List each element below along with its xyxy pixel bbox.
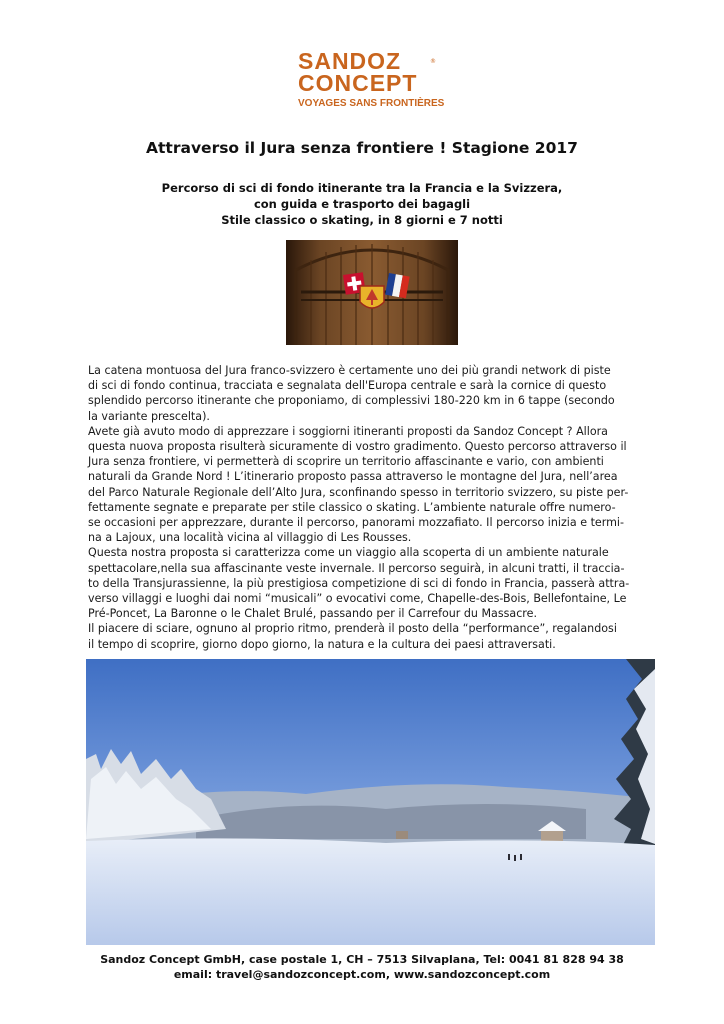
body-line: Avete già avuto modo di apprezzare i soggiorni itineranti proposti da Sandoz Concept ? Allora <box>88 424 608 438</box>
body-line: se occasioni per apprezzare, durante il percorso, panorami mozzafiato. Il percorso inizia e termi- <box>88 516 624 530</box>
body-line: Jura senza frontiere, vi permetterà di scoprire un territorio affascinante e vario, con ambienti <box>88 455 604 469</box>
body-line: spettacolare,nella sua affascinante veste invernale. Il percorso seguirà, in alcuni tratti, il traccia- <box>88 561 625 575</box>
body-text <box>88 363 636 652</box>
body-line: Questa nostra proposta si caratterizza come un viaggio alla scoperta di un ambiente naturale <box>88 546 609 560</box>
jura-shield-icon <box>360 286 384 308</box>
french-flag-icon <box>385 273 410 298</box>
body-line: Il piacere di sciare, ognuno al proprio ritmo, prenderà il posto della “performance”, regalandosi <box>88 622 617 636</box>
subtitle-line: Percorso di sci di fondo itinerante tra la Francia e la Svizzera, <box>161 181 563 195</box>
footer-address: Sandoz Concept GmbH, case postale 1, CH – 7513 Silvaplana, Tel: 0041 81 828 94 38 <box>100 953 624 966</box>
body-line: fettamente segnate e preparate per stile classico o skating. L’ambiente naturale offre numero- <box>88 500 616 514</box>
body-line: verso villaggi e luoghi dai nomi “musicali” o evocativi come, Chapelle-des-Bois, Bellefontaine, Le <box>88 592 627 606</box>
door-illustration <box>286 240 458 345</box>
body-line: Pré-Poncet, La Baronne o le Chalet Brulé, passando per il Carrefour du Massacre. <box>88 607 537 621</box>
footer-contact: email: travel@sandozconcept.com, www.sandozconcept.com <box>173 968 551 981</box>
winter-landscape-photo <box>86 659 655 945</box>
body-line: di sci di fondo continua, tracciata e segnalata dell'Europa centrale e sarà la cornice di questo <box>88 379 607 393</box>
footer <box>0 952 724 982</box>
body-line: del Parco Naturale Regionale dell’Alto Jura, sconfinando spesso in territorio svizzero, su piste per- <box>88 485 629 499</box>
logo-tagline: VOYAGES SANS FRONTIÈRES <box>298 98 445 109</box>
body-line: naturali da Grande Nord ! L’itinerario proposto passa attraverso le montagne del Jura, nell’area <box>88 470 618 484</box>
body-line: La catena montuosa del Jura franco-svizzero è certamente uno dei più grandi network di piste <box>88 364 611 377</box>
logo-text-concept: CONCEPT <box>298 70 418 96</box>
company-logo <box>298 48 448 116</box>
body-line: questa nuova proposta risulterà sicuramente di vostro gradimento. Questo percorso attraverso il <box>88 440 627 454</box>
logo-text-sandoz: SANDOZ <box>298 48 402 74</box>
body-line: to della Transjurassienne, la più prestigiosa competizione di sci di fondo in Francia, passerà attra- <box>88 576 630 590</box>
wooden-door-flags-photo <box>286 240 458 345</box>
body-line: splendido percorso itinerante che proponiamo, di complessivi 180-220 km in 6 tappe (secondo <box>88 394 615 408</box>
document-title: Attraverso il Jura senza frontiere ! Stagione 2017 <box>146 139 578 157</box>
subtitle-line: Stile classico o skating, in 8 giorni e 7 notti <box>221 213 503 227</box>
subtitle-line: con guida e trasporto dei bagagli <box>253 197 471 211</box>
snow-landscape-illustration <box>86 659 655 945</box>
body-line: la variante prescelta). <box>88 409 210 423</box>
logo-registered-mark: ® <box>430 58 436 65</box>
body-line: na a Lajoux, una località vicina al villaggio di Les Rousses. <box>88 531 412 545</box>
body-line: il tempo di scoprire, giorno dopo giorno, la natura e la cultura dei paesi attraversati. <box>88 637 556 651</box>
document-subtitle <box>0 180 724 228</box>
